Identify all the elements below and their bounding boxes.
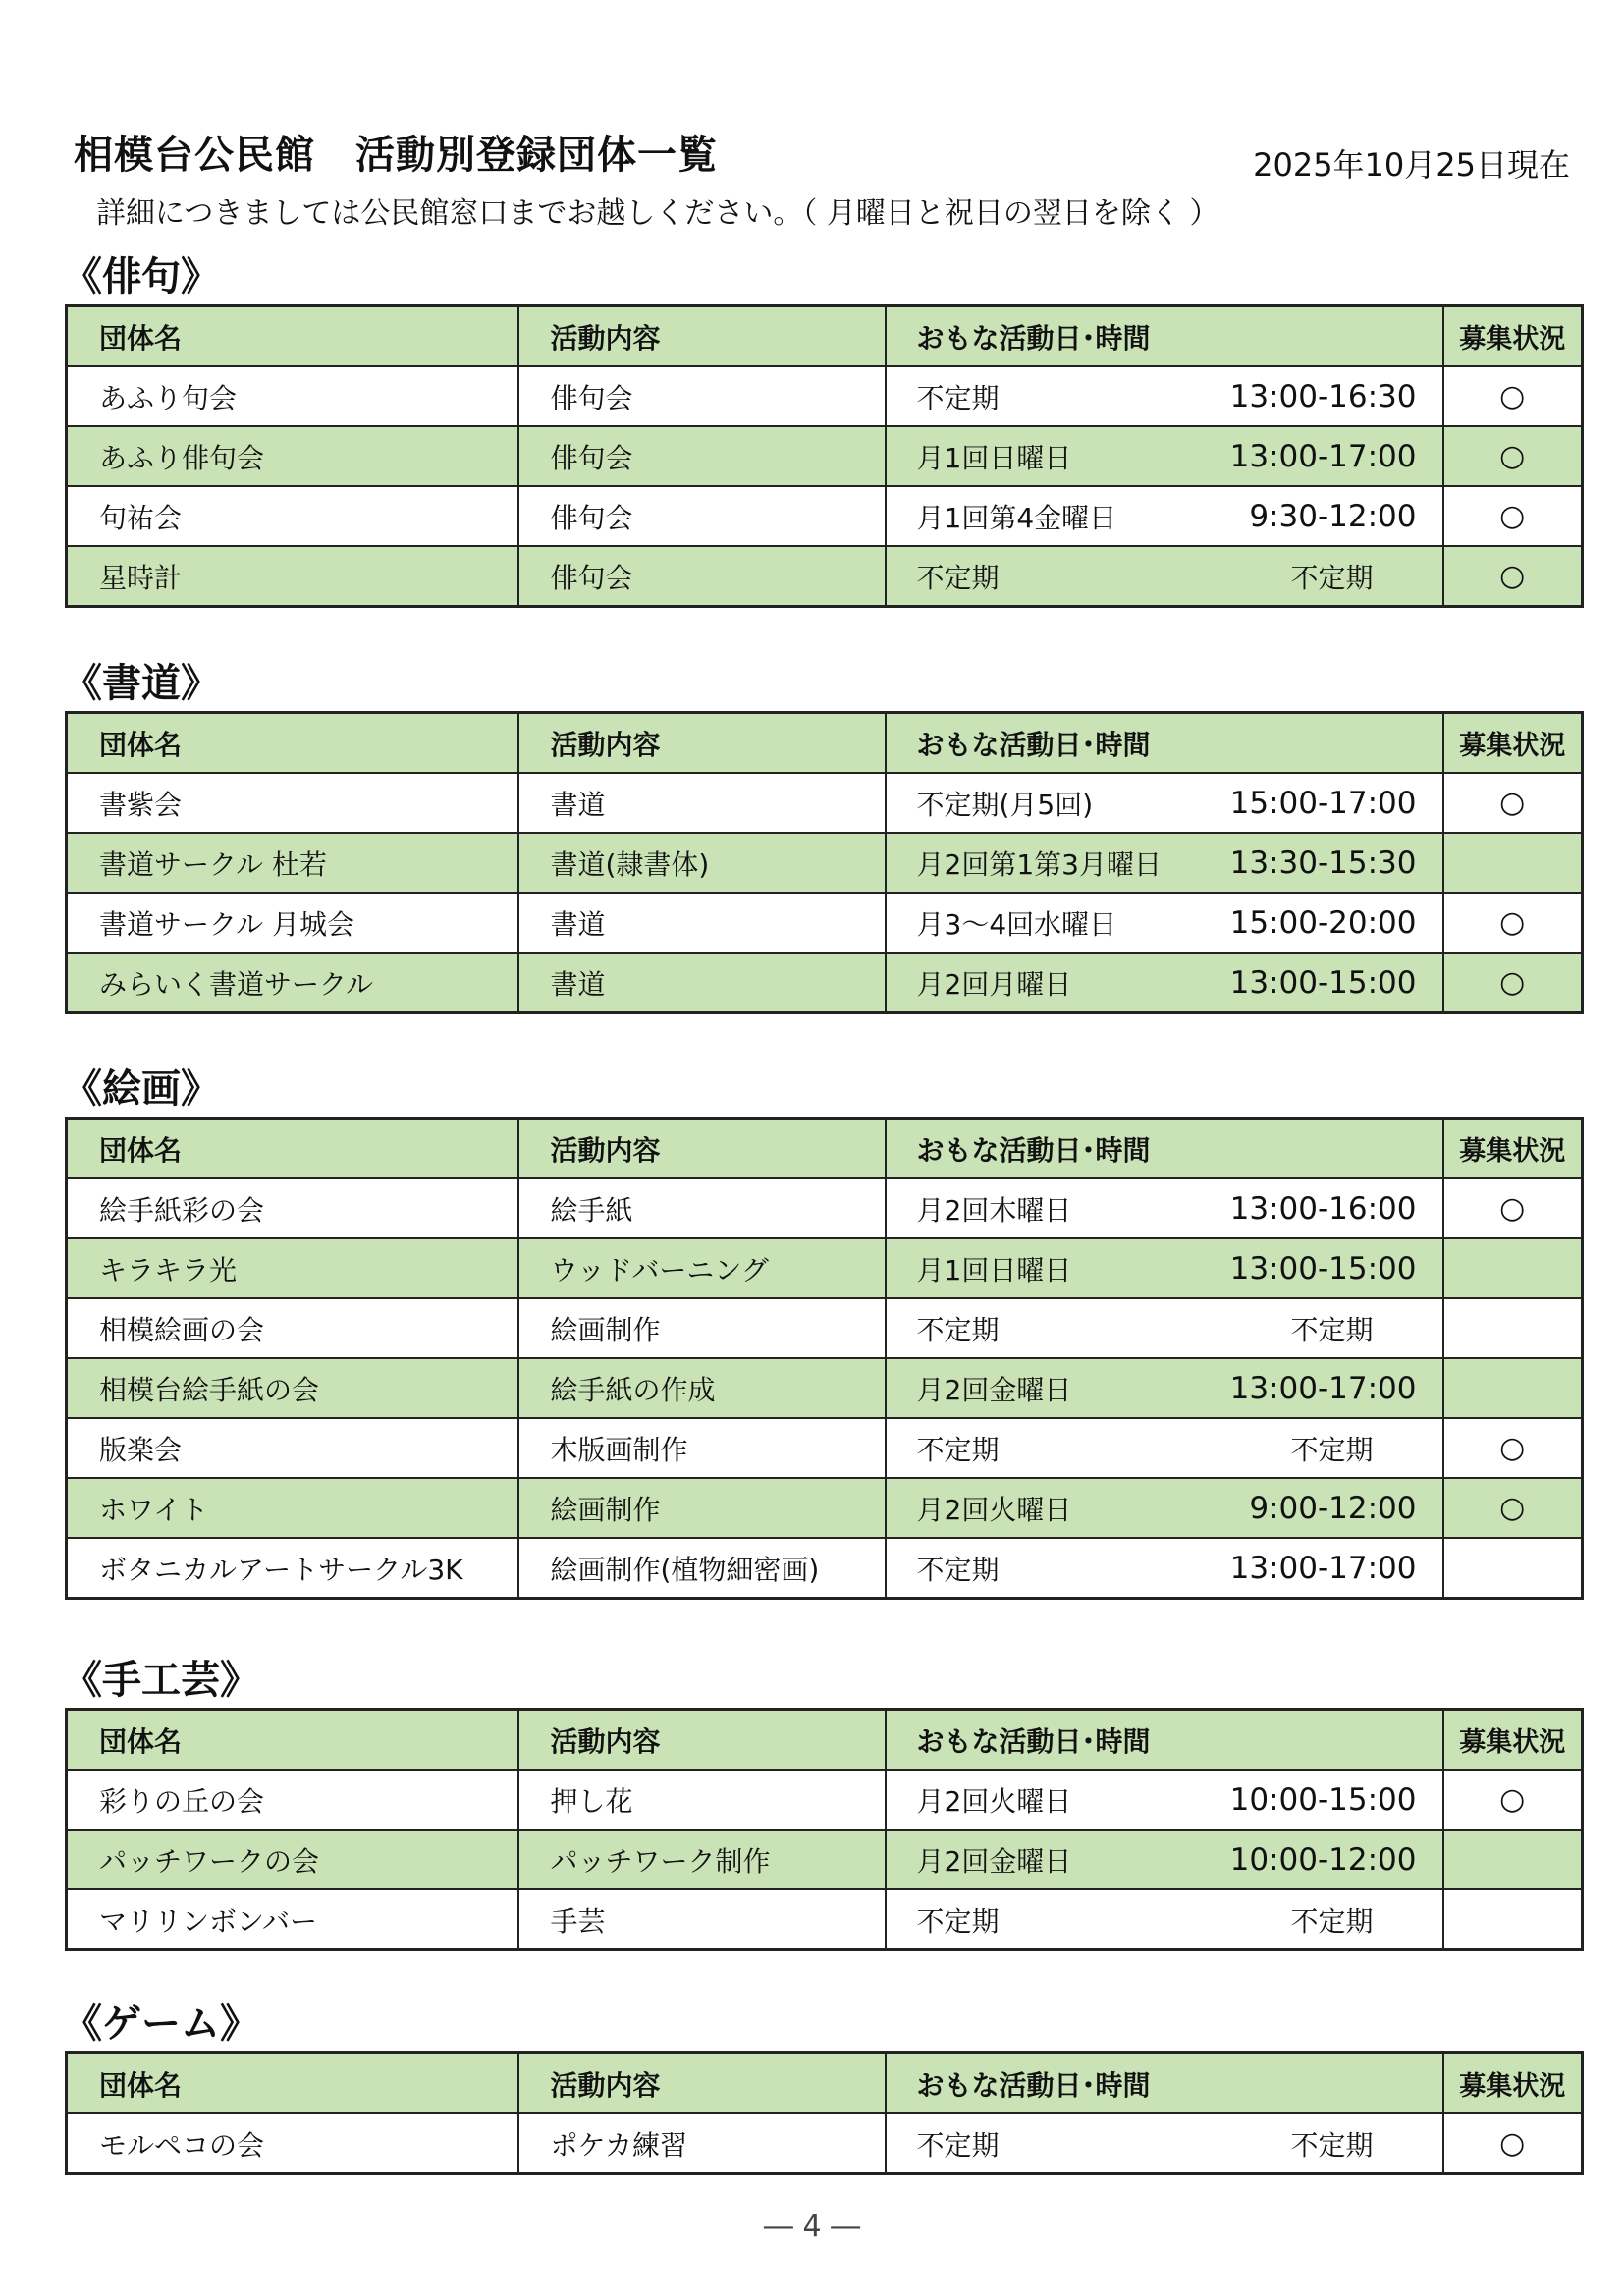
activity-time: 不定期	[1290, 1433, 1374, 1466]
table-row	[67, 1358, 1583, 1418]
recruitment-status	[1443, 833, 1583, 893]
activity-time: 13:00-15:00	[1229, 964, 1417, 1001]
schedule-cell	[886, 1358, 1443, 1418]
group-name: ホワイト	[67, 1478, 518, 1538]
schedule-cell	[886, 1298, 1443, 1358]
column-header-name: 団体名	[67, 2053, 518, 2114]
page-title: 相模台公民館 活動別登録団体一覧	[74, 133, 718, 178]
activity-time: 9:00-12:00	[1249, 1490, 1417, 1526]
group-name: あふり俳句会	[67, 426, 518, 486]
group-name: みらいく書道サークル	[67, 953, 518, 1013]
recruitment-status	[1443, 1238, 1583, 1298]
column-header-status: 募集状況	[1443, 2053, 1583, 2114]
activity-time: 13:00-17:00	[1229, 1370, 1417, 1406]
table-row	[67, 1889, 1583, 1950]
table-row	[67, 1298, 1583, 1358]
activity-day: 月2回金曜日	[916, 1373, 1072, 1406]
table-row	[67, 833, 1583, 893]
activity-day: 月2回金曜日	[916, 1844, 1072, 1878]
schedule-cell	[886, 1418, 1443, 1478]
column-header-status: 募集状況	[1443, 713, 1583, 774]
table-row	[67, 366, 1583, 426]
table-row	[67, 1538, 1583, 1599]
group-name: 絵手紙彩の会	[67, 1178, 518, 1238]
activity-content: ポケカ練習	[518, 2113, 886, 2174]
table-row	[67, 1478, 1583, 1538]
activity-time: 不定期	[1290, 2128, 1374, 2161]
activity-day: 不定期	[916, 1313, 1000, 1346]
activity-time: 13:00-17:00	[1229, 1550, 1417, 1586]
table-row	[67, 1418, 1583, 1478]
activity-time: 10:00-12:00	[1229, 1841, 1417, 1878]
activity-day: 不定期	[916, 1904, 1000, 1938]
activity-time: 15:00-20:00	[1229, 904, 1417, 941]
activity-time: 不定期	[1290, 561, 1374, 594]
table-row	[67, 1178, 1583, 1238]
activity-content: 絵画制作	[518, 1298, 886, 1358]
section-title: 《絵画》	[63, 1066, 220, 1112]
group-name: 句祐会	[67, 486, 518, 546]
recruitment-status: ○	[1443, 1178, 1583, 1238]
section-0	[65, 249, 1581, 608]
activity-content: 俳句会	[518, 486, 886, 546]
recruitment-status: ○	[1443, 953, 1583, 1013]
activity-time: 10:00-15:00	[1229, 1781, 1417, 1818]
activity-content: 手芸	[518, 1889, 886, 1950]
column-header-schedule: おもな活動日･時間	[886, 713, 1443, 774]
table-row	[67, 2113, 1583, 2174]
section-3	[65, 1653, 1581, 1951]
recruitment-status	[1443, 1298, 1583, 1358]
column-header-status: 募集状況	[1443, 1710, 1583, 1771]
recruitment-status: ○	[1443, 1478, 1583, 1538]
activity-content: 絵手紙の作成	[518, 1358, 886, 1418]
activity-content: 俳句会	[518, 366, 886, 426]
recruitment-status: ○	[1443, 486, 1583, 546]
column-header-schedule: おもな活動日･時間	[886, 1119, 1443, 1179]
recruitment-status: ○	[1443, 893, 1583, 953]
activity-time: 不定期	[1290, 1904, 1374, 1938]
activity-content: 押し花	[518, 1770, 886, 1830]
activity-time: 9:30-12:00	[1249, 498, 1417, 534]
group-name: 彩りの丘の会	[67, 1770, 518, 1830]
column-header-name: 団体名	[67, 306, 518, 367]
recruitment-status: ○	[1443, 1770, 1583, 1830]
table-row	[67, 953, 1583, 1013]
activity-content: 絵画制作(植物細密画)	[518, 1538, 886, 1599]
schedule-cell	[886, 1770, 1443, 1830]
schedule-cell	[886, 2113, 1443, 2174]
table-row	[67, 426, 1583, 486]
activity-day: 不定期	[916, 2128, 1000, 2161]
column-header-activity: 活動内容	[518, 713, 886, 774]
activity-content: 書道(隷書体)	[518, 833, 886, 893]
activity-time: 13:00-16:00	[1229, 1190, 1417, 1227]
group-table	[65, 1708, 1584, 1951]
table-header-row	[67, 2053, 1583, 2114]
table-header-row	[67, 1710, 1583, 1771]
group-name: ボタニカルアートサークル3K	[67, 1538, 518, 1599]
column-header-schedule: おもな活動日･時間	[886, 306, 1443, 367]
activity-content: 書道	[518, 893, 886, 953]
column-header-activity: 活動内容	[518, 1710, 886, 1771]
group-name: 相模台絵手紙の会	[67, 1358, 518, 1418]
page-subtitle: 詳細につきましては公民館窓口までお越しください。（ 月曜日と祝日の翌日を除く ）	[96, 196, 1219, 231]
activity-day: 月2回木曜日	[916, 1193, 1072, 1227]
schedule-cell	[886, 833, 1443, 893]
section-title: 《俳句》	[63, 254, 220, 300]
column-header-status: 募集状況	[1443, 1119, 1583, 1179]
group-name: キラキラ光	[67, 1238, 518, 1298]
recruitment-status: ○	[1443, 546, 1583, 607]
activity-day: 不定期	[916, 1553, 1000, 1586]
column-header-schedule: おもな活動日･時間	[886, 1710, 1443, 1771]
schedule-cell	[886, 1478, 1443, 1538]
schedule-cell	[886, 893, 1443, 953]
activity-content: 絵手紙	[518, 1178, 886, 1238]
schedule-cell	[886, 1238, 1443, 1298]
table-row	[67, 1238, 1583, 1298]
activity-time: 13:00-17:00	[1229, 438, 1417, 474]
activity-content: 書道	[518, 773, 886, 833]
column-header-schedule: おもな活動日･時間	[886, 2053, 1443, 2114]
section-title: 《ゲーム》	[63, 2001, 259, 2047]
section-2	[65, 1062, 1581, 1600]
section-1	[65, 656, 1581, 1014]
group-table	[65, 2051, 1584, 2175]
activity-content: 木版画制作	[518, 1418, 886, 1478]
activity-day: 不定期	[916, 561, 1000, 594]
schedule-cell	[886, 426, 1443, 486]
group-name: 書紫会	[67, 773, 518, 833]
activity-content: パッチワーク制作	[518, 1830, 886, 1889]
schedule-cell	[886, 366, 1443, 426]
activity-day: 月2回火曜日	[916, 1784, 1072, 1818]
table-row	[67, 546, 1583, 607]
activity-content: 俳句会	[518, 546, 886, 607]
schedule-cell	[886, 773, 1443, 833]
schedule-cell	[886, 486, 1443, 546]
activity-day: 不定期(月5回)	[916, 788, 1094, 821]
column-header-activity: 活動内容	[518, 306, 886, 367]
group-name: モルペコの会	[67, 2113, 518, 2174]
column-header-name: 団体名	[67, 1119, 518, 1179]
group-name: 相模絵画の会	[67, 1298, 518, 1358]
table-header-row	[67, 713, 1583, 774]
activity-time: 15:00-17:00	[1229, 785, 1417, 821]
activity-day: 月1回第4金曜日	[916, 501, 1117, 534]
activity-time: 13:30-15:30	[1229, 845, 1417, 881]
recruitment-status	[1443, 1889, 1583, 1950]
column-header-name: 団体名	[67, 1710, 518, 1771]
table-row	[67, 1770, 1583, 1830]
activity-day: 不定期	[916, 1433, 1000, 1466]
activity-time: 不定期	[1290, 1313, 1374, 1346]
section-title: 《手工芸》	[63, 1658, 259, 1703]
recruitment-status: ○	[1443, 426, 1583, 486]
table-row	[67, 486, 1583, 546]
schedule-cell	[886, 1178, 1443, 1238]
group-name: 星時計	[67, 546, 518, 607]
group-name: 書道サークル 月城会	[67, 893, 518, 953]
column-header-name: 団体名	[67, 713, 518, 774]
activity-content: 書道	[518, 953, 886, 1013]
table-header-row	[67, 1119, 1583, 1179]
section-4	[65, 1996, 1581, 2175]
group-name: あふり句会	[67, 366, 518, 426]
recruitment-status: ○	[1443, 773, 1583, 833]
activity-time: 13:00-16:30	[1229, 378, 1417, 414]
schedule-cell	[886, 1538, 1443, 1599]
activity-day: 月1回日曜日	[916, 1253, 1072, 1286]
activity-content: ウッドバーニング	[518, 1238, 886, 1298]
column-header-activity: 活動内容	[518, 1119, 886, 1179]
column-header-status: 募集状況	[1443, 306, 1583, 367]
recruitment-status: ○	[1443, 2113, 1583, 2174]
activity-day: 月2回火曜日	[916, 1493, 1072, 1526]
recruitment-status	[1443, 1538, 1583, 1599]
recruitment-status: ○	[1443, 366, 1583, 426]
schedule-cell	[886, 1889, 1443, 1950]
activity-day: 月2回月曜日	[916, 967, 1072, 1001]
group-table	[65, 1117, 1584, 1600]
activity-content: 絵画制作	[518, 1478, 886, 1538]
schedule-cell	[886, 546, 1443, 607]
recruitment-status: ○	[1443, 1418, 1583, 1478]
table-row	[67, 773, 1583, 833]
table-row	[67, 1830, 1583, 1889]
group-table	[65, 304, 1584, 608]
group-name: 版楽会	[67, 1418, 518, 1478]
activity-day: 月1回日曜日	[916, 441, 1072, 474]
activity-content: 俳句会	[518, 426, 886, 486]
activity-day: 不定期	[916, 381, 1000, 414]
activity-day: 月3～4回水曜日	[916, 907, 1117, 941]
page-number: ― 4 ―	[763, 2210, 861, 2244]
recruitment-status	[1443, 1830, 1583, 1889]
group-name: 書道サークル 杜若	[67, 833, 518, 893]
table-row	[67, 893, 1583, 953]
section-title: 《書道》	[63, 661, 220, 706]
group-name: パッチワークの会	[67, 1830, 518, 1889]
schedule-cell	[886, 953, 1443, 1013]
as-of-date: 2025年10月25日現在	[1253, 146, 1570, 184]
activity-time: 13:00-15:00	[1229, 1250, 1417, 1286]
group-table	[65, 711, 1584, 1014]
table-header-row	[67, 306, 1583, 367]
activity-day: 月2回第1第3月曜日	[916, 847, 1162, 881]
recruitment-status	[1443, 1358, 1583, 1418]
column-header-activity: 活動内容	[518, 2053, 886, 2114]
schedule-cell	[886, 1830, 1443, 1889]
group-name: マリリンボンバー	[67, 1889, 518, 1950]
